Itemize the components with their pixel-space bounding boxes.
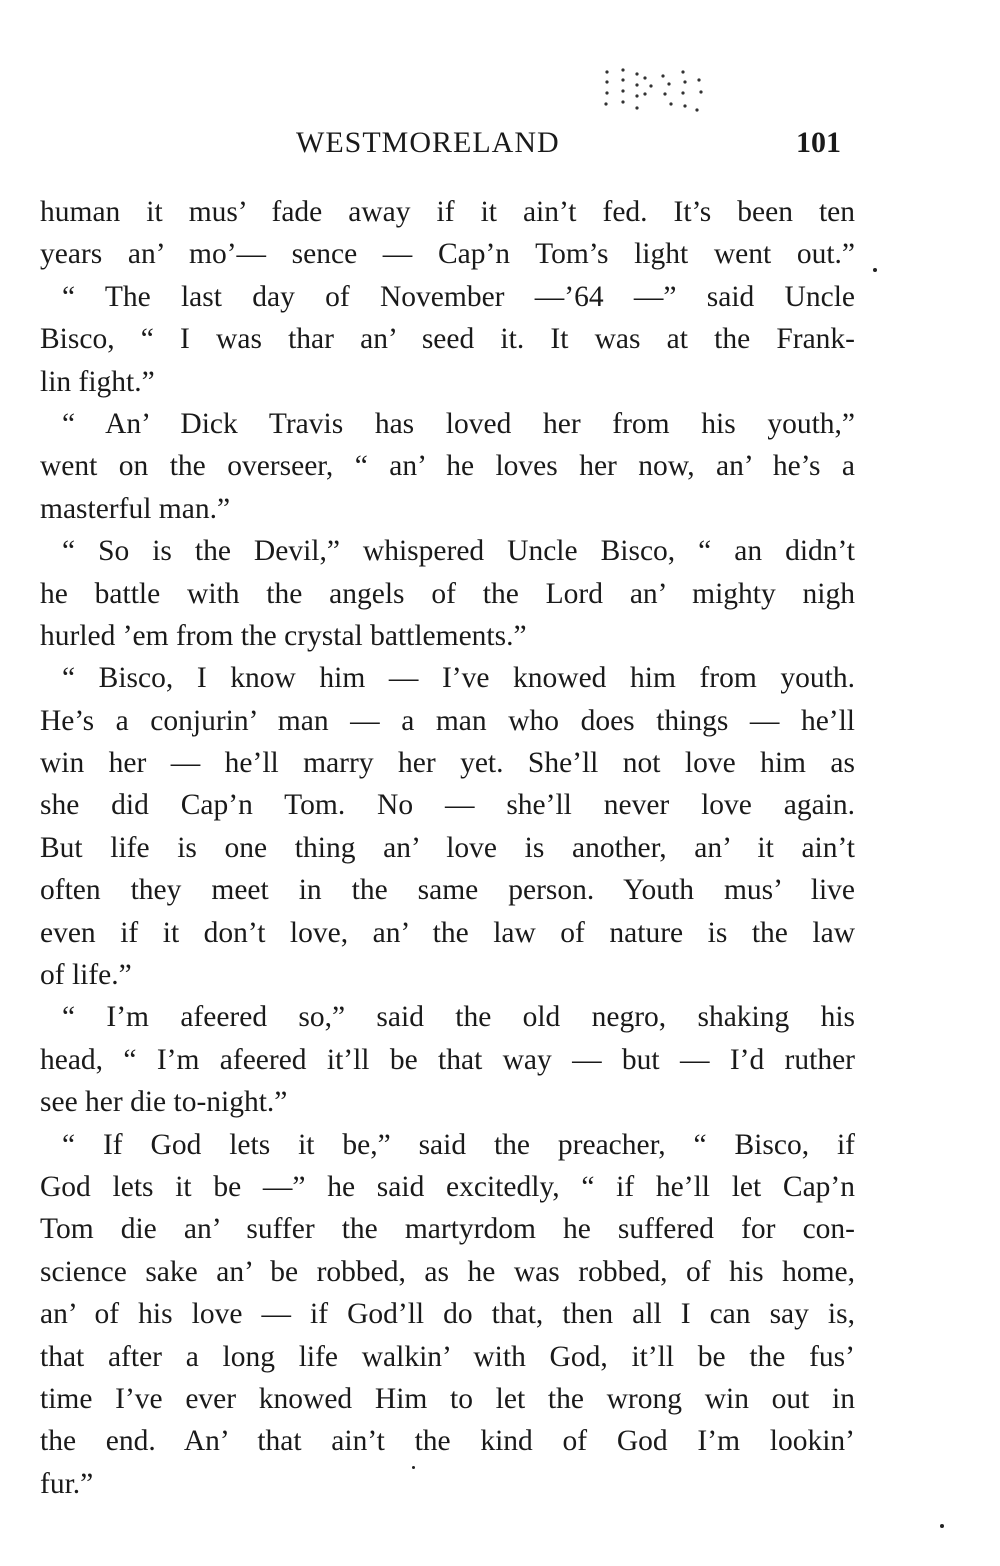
text-line: human it mus’ fade away if it ain’t fed. It’s been ten (40, 196, 855, 228)
text-line: fur.” (40, 1467, 94, 1500)
text-line: she did Cap’n Tom. No — she’ll never love again. (40, 789, 855, 822)
text-line: “ An’ Dick Travis has loved her from his youth,” (62, 407, 855, 440)
perforation-stamp (593, 66, 711, 122)
scan-speck (412, 1466, 415, 1469)
text-line: “ Bisco, I know him — I’ve knowed him from youth. (62, 662, 855, 695)
text-line: “ If God lets it be,” said the preacher, “ Bisco, if (62, 1128, 855, 1161)
text-line: went on the overseer, “ an’ he loves her now, an’ he’s a (40, 450, 855, 483)
text-line: lin fight.” (40, 365, 155, 398)
text-line: science sake an’ be robbed, as he was robbed, of his home, (40, 1255, 855, 1288)
text-line: an’ of his love — if God’ll do that, then all I can say is, (40, 1298, 855, 1331)
text-line: he battle with the angels of the Lord an’ mighty nigh (40, 577, 855, 610)
text-line: God lets it be —” he said excitedly, “ if he’ll let Cap’n (40, 1170, 855, 1203)
text-line: But life is one thing an’ love is another, an’ it ain’t (40, 831, 855, 864)
text-line: years an’ mo’— sence — Cap’n Tom’s light went out.” (40, 238, 855, 271)
running-header (0, 124, 1000, 170)
text-line: see her die to-night.” (40, 1086, 288, 1119)
running-title: WESTMORELAND (296, 126, 560, 159)
text-line: of life.” (40, 959, 132, 992)
scan-speck (940, 1524, 944, 1528)
text-line: “ The last day of November —’64 —” said Uncle (62, 280, 855, 313)
text-line: Bisco, “ I was thar an’ seed it. It was at the Frank- (40, 323, 855, 356)
text-line: “ So is the Devil,” whispered Uncle Bisco, “ an didn’t (62, 535, 855, 568)
text-line: time I’ve ever knowed Him to let the wrong win out in (40, 1382, 855, 1415)
text-line: He’s a conjurin’ man — a man who does things — he’ll (40, 704, 855, 737)
text-line: masterful man.” (40, 492, 231, 525)
text-line: hurled ’em from the crystal battlements.” (40, 619, 527, 652)
body-text (40, 191, 855, 1505)
page-number: 101 (796, 126, 841, 159)
text-line: head, “ I’m afeered it’ll be that way — but — I’d ruther (40, 1043, 855, 1076)
text-line: win her — he’ll marry her yet. She’ll not love him as (40, 747, 855, 780)
text-line: “ I’m afeered so,” said the old negro, shaking his (62, 1001, 855, 1034)
scan-speck (873, 268, 877, 272)
text-line: Tom die an’ suffer the martyrdom he suffered for con- (40, 1213, 855, 1246)
text-line: even if it don’t love, an’ the law of nature is the law (40, 916, 855, 949)
text-line: often they meet in the same person. Youth mus’ live (40, 874, 855, 907)
text-line: the end. An’ that ain’t the kind of God I’m lookin’ (40, 1425, 855, 1458)
text-line: that after a long life walkin’ with God, it’ll be the fus’ (40, 1340, 855, 1373)
